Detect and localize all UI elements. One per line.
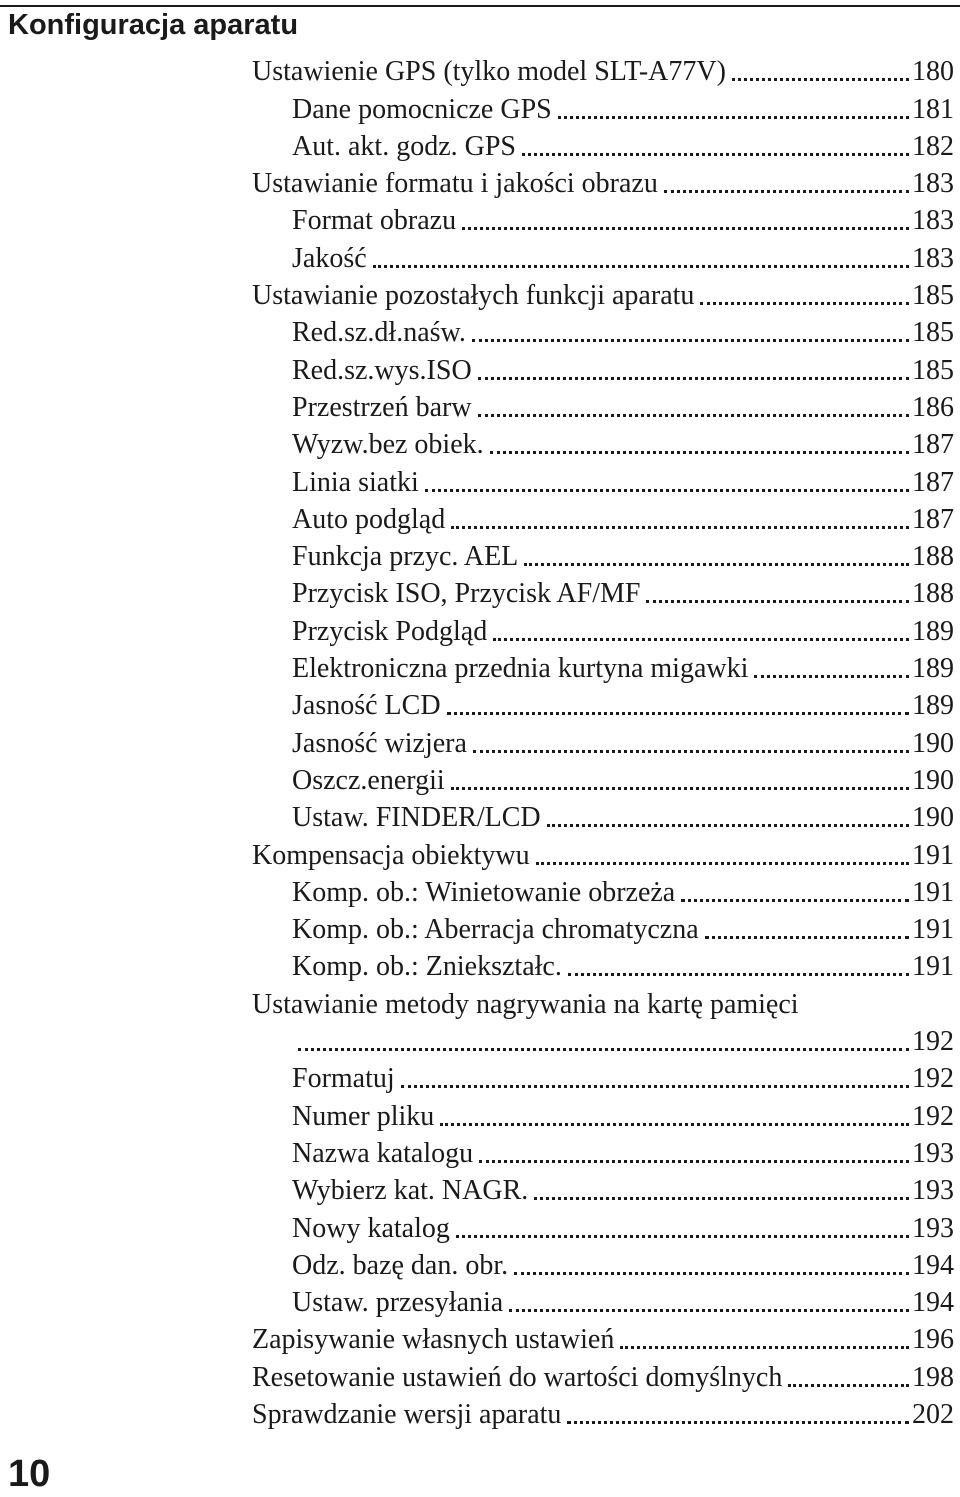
dot-leader [536, 862, 909, 865]
toc-entry-title: Ustaw. FINDER/LCD [292, 802, 541, 834]
toc-entry[interactable] [252, 352, 954, 389]
toc-entry-page: 185 [912, 354, 954, 386]
toc-entry-page: 183 [912, 168, 954, 200]
toc-entry-title: Nazwa katalogu [292, 1137, 474, 1169]
section-title: Konfiguracja aparatu [8, 9, 299, 41]
toc-entry[interactable] [252, 240, 954, 277]
dot-leader [646, 600, 909, 603]
dot-leader [425, 489, 909, 492]
toc-entry-title: Odz. bazę dan. obr. [292, 1249, 509, 1281]
dot-leader [509, 1309, 909, 1312]
toc-entry-title: Linia siatki [292, 466, 419, 498]
toc-entry-page: 191 [912, 914, 954, 946]
toc-entry-page: 202 [912, 1398, 954, 1430]
dot-leader [451, 787, 909, 790]
dot-leader [451, 526, 909, 529]
toc-entry[interactable] [252, 1322, 954, 1359]
toc-entry-title: Przycisk ISO, Przycisk AF/MF [292, 578, 641, 610]
dot-leader [558, 116, 909, 119]
dot-leader [620, 1346, 909, 1349]
toc-entry-page: 185 [912, 280, 954, 312]
dot-leader [547, 824, 909, 827]
toc-entry-title: Elektroniczna przednia kurtyna migawki [292, 653, 749, 685]
toc-entry-page: 187 [912, 503, 954, 535]
toc-entry-page: 192 [912, 1026, 954, 1058]
toc-entry[interactable] [252, 91, 954, 128]
toc-entry-title: Kompensacja obiektywu [252, 839, 530, 871]
toc-entry-page: 181 [912, 93, 954, 125]
toc-entry[interactable] [252, 576, 954, 613]
toc-entry-title: Komp. ob.: Winietowanie obrzeża [292, 876, 676, 908]
toc-entry[interactable] [252, 688, 954, 725]
toc-entry[interactable] [252, 1285, 954, 1322]
toc-entry-title: Formatuj [292, 1063, 395, 1095]
toc-entry[interactable] [252, 837, 954, 874]
toc-entry-page: 190 [912, 764, 954, 796]
toc-entry-page: 192 [912, 1063, 954, 1095]
toc-entry[interactable] [252, 1061, 954, 1098]
toc-entry-page: 189 [912, 615, 954, 647]
toc-entry-title: Jasność LCD [292, 690, 441, 722]
toc-entry-title: Funkcja przyc. AEL [292, 541, 519, 573]
toc-entry-page: 180 [912, 56, 954, 88]
toc-entry-title: Ustawianie metody nagrywania na kartę pamięci [252, 988, 799, 1020]
table-of-contents [252, 54, 954, 1434]
dot-leader [490, 451, 909, 454]
toc-entry[interactable] [252, 427, 954, 464]
dot-leader [447, 712, 909, 715]
dot-leader [754, 675, 909, 678]
dot-leader [479, 1160, 909, 1163]
dot-leader [298, 1048, 909, 1051]
dot-leader [524, 563, 909, 566]
toc-entry-title: Komp. ob.: Zniekształc. [292, 951, 562, 983]
toc-entry-title: Ustawianie formatu i jakości obrazu [252, 168, 658, 200]
toc-entry-title: Ustaw. przesyłania [292, 1287, 504, 1319]
toc-entry[interactable] [252, 464, 954, 501]
dot-leader [472, 339, 909, 342]
dot-leader [373, 265, 909, 268]
dot-leader [681, 899, 909, 902]
toc-entry-page: 185 [912, 317, 954, 349]
toc-entry-page: 194 [912, 1287, 954, 1319]
toc-entry-title: Numer pliku [292, 1100, 435, 1132]
toc-entry-title: Ustawianie pozostałych funkcji aparatu [252, 280, 695, 312]
toc-entry-title: Jasność wizjera [292, 727, 467, 759]
toc-entry[interactable] [252, 502, 954, 539]
toc-entry[interactable] [252, 315, 954, 352]
toc-entry[interactable] [252, 1359, 954, 1396]
dot-leader [401, 1085, 909, 1088]
toc-entry-title: Red.sz.dł.naśw. [292, 317, 466, 349]
toc-entry[interactable] [252, 166, 954, 203]
toc-entry-page: 186 [912, 391, 954, 423]
toc-entry[interactable] [252, 613, 954, 650]
dot-leader [462, 227, 909, 230]
dot-leader [788, 1384, 909, 1387]
toc-entry-page: 187 [912, 466, 954, 498]
toc-entry[interactable] [252, 651, 954, 688]
toc-entry-title: Komp. ob.: Aberracja chromatyczna [292, 914, 699, 946]
toc-entry-title: Aut. akt. godz. GPS [292, 130, 516, 162]
toc-entry-title: Przycisk Podgląd [292, 615, 488, 647]
toc-entry-title: Przestrzeń barw [292, 391, 472, 423]
dot-leader [664, 190, 909, 193]
toc-entry-title: Auto podgląd [292, 503, 446, 535]
toc-entry[interactable] [252, 1136, 954, 1173]
toc-entry[interactable] [252, 54, 954, 91]
toc-entry[interactable] [252, 390, 954, 427]
toc-entry[interactable] [252, 1173, 954, 1210]
page-number: 10 [8, 1453, 51, 1495]
toc-entry-page: 191 [912, 876, 954, 908]
dot-leader [478, 377, 909, 380]
dot-leader [473, 750, 909, 753]
toc-entry-continuation[interactable] [252, 1024, 954, 1061]
toc-entry-title: Sprawdzanie wersji aparatu [252, 1398, 562, 1430]
toc-entry-page: 189 [912, 653, 954, 685]
toc-entry-title: Oszcz.energii [292, 764, 445, 796]
toc-entry-page: 183 [912, 205, 954, 237]
dot-leader [732, 78, 909, 81]
dot-leader [522, 153, 909, 156]
toc-entry-page: 193 [912, 1212, 954, 1244]
toc-entry-page: 193 [912, 1175, 954, 1207]
toc-entry[interactable] [252, 986, 954, 1023]
toc-entry[interactable] [252, 875, 954, 912]
toc-entry-page: 196 [912, 1324, 954, 1356]
dot-leader [440, 1123, 909, 1126]
toc-entry-title: Wyzw.bez obiek. [292, 429, 484, 461]
toc-entry-title: Format obrazu [292, 205, 457, 237]
toc-entry-title: Dane pomocnicze GPS [292, 93, 552, 125]
toc-entry-page: 188 [912, 578, 954, 610]
toc-entry-page: 190 [912, 802, 954, 834]
toc-entry-title: Jakość [292, 242, 367, 274]
toc-entry-title: Zapisywanie własnych ustawień [252, 1324, 615, 1356]
dot-leader [478, 414, 909, 417]
toc-entry[interactable] [252, 912, 954, 949]
toc-entry-title: Nowy katalog [292, 1212, 450, 1244]
toc-entry-page: 191 [912, 839, 954, 871]
toc-entry-title: Wybierz kat. NAGR. [292, 1175, 529, 1207]
toc-entry[interactable] [252, 1397, 954, 1434]
toc-entry[interactable] [252, 725, 954, 762]
toc-entry-title: Red.sz.wys.ISO [292, 354, 472, 386]
toc-entry-page: 194 [912, 1249, 954, 1281]
dot-leader [700, 302, 909, 305]
toc-entry[interactable] [252, 949, 954, 986]
toc-entry[interactable] [252, 1248, 954, 1285]
toc-entry-page: 191 [912, 951, 954, 983]
dot-leader [705, 936, 909, 939]
toc-entry-page: 188 [912, 541, 954, 573]
toc-entry[interactable] [252, 539, 954, 576]
toc-entry-page: 190 [912, 727, 954, 759]
toc-entry[interactable] [252, 1098, 954, 1135]
toc-entry-page: 192 [912, 1100, 954, 1132]
toc-entry-page: 189 [912, 690, 954, 722]
toc-entry[interactable] [252, 800, 954, 837]
dot-leader [456, 1235, 909, 1238]
toc-entry-page: 183 [912, 242, 954, 274]
toc-entry-page: 193 [912, 1137, 954, 1169]
dot-leader [514, 1272, 909, 1275]
toc-entry-title: Ustawienie GPS (tylko model SLT-A77V) [252, 56, 726, 88]
toc-entry-page: 187 [912, 429, 954, 461]
toc-entry[interactable] [252, 1210, 954, 1247]
dot-leader [568, 973, 909, 976]
toc-entry[interactable] [252, 129, 954, 166]
toc-entry-page: 182 [912, 130, 954, 162]
dot-leader [493, 638, 909, 641]
toc-entry-page: 198 [912, 1361, 954, 1393]
dot-leader [567, 1421, 909, 1424]
toc-entry-title: Resetowanie ustawień do wartości domyślnych [252, 1361, 783, 1393]
toc-entry[interactable] [252, 763, 954, 800]
toc-entry[interactable] [252, 278, 954, 315]
dot-leader [534, 1197, 909, 1200]
toc-entry[interactable] [252, 203, 954, 240]
